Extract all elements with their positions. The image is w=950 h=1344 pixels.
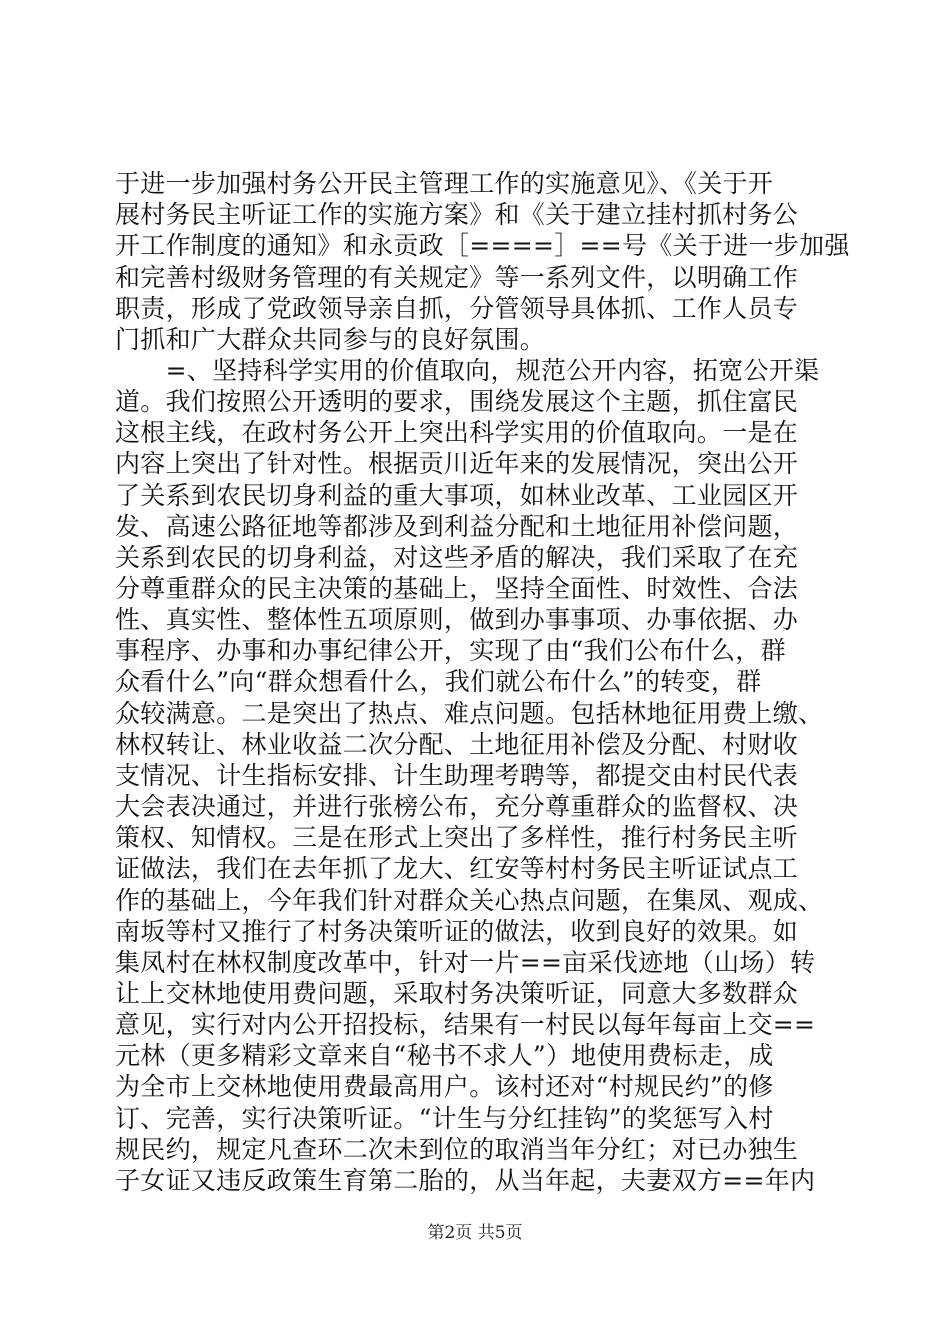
- text-line: 集凤村在林权制度改革中，针对一片==亩采伐迹地（山场）转: [115, 947, 816, 977]
- text-line: 道。我们按照公开透明的要求，围绕发展这个主题，抓住富民: [115, 387, 799, 417]
- text-line: 众较满意。二是突出了热点、难点问题。包括林地征用费上缴、: [115, 698, 824, 728]
- text-line: 证做法，我们在去年抓了龙大、红安等村村务民主听证试点工: [115, 854, 799, 884]
- text-line: 于进一步加强村务公开民主管理工作的实施意见》、《关于开: [115, 169, 774, 198]
- text-line: 门抓和广大群众共同参与的良好氛围。: [115, 324, 546, 354]
- text-line: 元林（更多精彩文章来自“秘书不求人”）地使用费标走，成: [115, 1041, 774, 1071]
- text-line: =、坚持科学实用的价值取向，规范公开内容，拓宽公开渠: [115, 355, 820, 385]
- text-line: 发、高速公路征地等都涉及到利益分配和土地征用补偿问题，: [115, 511, 799, 541]
- text-line: 作的基础上，今年我们针对群众关心热点问题，在集凤、观成、: [115, 885, 824, 915]
- text-line: 规民约，规定凡查环二次未到位的取消当年分红；对已办独生: [115, 1134, 799, 1164]
- text-line: 众看什么”向“群众想看什么，我们就公布什么”的转变，群: [115, 667, 762, 697]
- text-line: 策权、知情权。三是在形式上突出了多样性，推行村务民主听: [115, 823, 799, 853]
- text-line: 南坂等村又推行了村务决策听证的做法，收到良好的效果。如: [115, 916, 799, 946]
- text-line: 开工作制度的通知》和永贡政［====］==号《关于进一步加强: [115, 231, 850, 261]
- text-line: 职责，形成了党政领导亲自抓，分管领导具体抓、工作人员专: [115, 293, 799, 323]
- text-line: 林权转让、林业收益二次分配、土地征用补偿及分配、村财收: [115, 729, 799, 759]
- text-line: 展村务民主听证工作的实施方案》和《关于建立挂村抓村务公: [115, 200, 799, 230]
- text-line: 子女证又违反政策生育第二胎的，从当年起，夫妻双方==年内: [115, 1165, 816, 1195]
- text-line: 性、真实性、整体性五项原则，做到办事事项、办事依据、办: [115, 605, 799, 635]
- text-line: 意见，实行对内公开招投标，结果有一村民以每年每亩上交==: [115, 1010, 816, 1040]
- text-line: 这根主线，在政村务公开上突出科学实用的价值取向。一是在: [115, 418, 799, 448]
- text-line: 和完善村级财务管理的有关规定》等一系列文件，以明确工作: [115, 262, 799, 292]
- page-number-footer: 第2页 共5页: [427, 1223, 523, 1243]
- text-line: 了关系到农民切身利益的重大事项，如林业改革、工业园区开: [115, 480, 799, 510]
- text-line: 订、完善，实行决策听证。“计生与分红挂钩”的奖惩写入村: [115, 1103, 774, 1133]
- text-line: 让上交林地使用费问题，采取村务决策听证，同意大多数群众: [115, 978, 799, 1008]
- text-line: 大会表决通过，并进行张榜公布，充分尊重群众的监督权、决: [115, 792, 799, 821]
- text-line: 关系到农民的切身利益，对这些矛盾的解决，我们采取了在充: [115, 542, 799, 572]
- text-line: 分尊重群众的民主决策的基础上，坚持全面性、时效性、合法: [115, 574, 799, 603]
- text-line: 支情况、计生指标安排、计生助理考聘等，都提交由村民代表: [115, 760, 799, 790]
- text-line: 内容上突出了针对性。根据贡川近年来的发展情况，突出公开: [115, 449, 799, 479]
- text-line: 事程序、办事和办事纪律公开，实现了由“我们公布什么，群: [115, 636, 786, 666]
- text-line: 为全市上交林地使用费最高用户。该村还对“村规民约”的修: [115, 1072, 774, 1102]
